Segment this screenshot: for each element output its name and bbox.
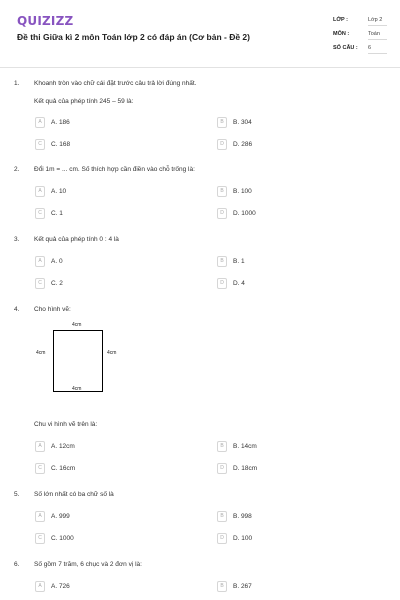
meta-question-count-label: SỐ CÂU : bbox=[333, 45, 358, 51]
option-letter-box: D bbox=[217, 139, 227, 150]
option-text: A. 10 bbox=[51, 188, 67, 195]
option-text: C. 2 bbox=[51, 280, 63, 287]
question-subtext: Kết quả của phép tính 245 – 59 là: bbox=[34, 98, 134, 105]
option-letter-box: B bbox=[217, 117, 227, 128]
meta-class-label: LỚP : bbox=[333, 17, 348, 23]
option-text: D. 4 bbox=[233, 280, 245, 287]
option-letter-box: B bbox=[217, 186, 227, 197]
option-letter-box: D bbox=[217, 208, 227, 219]
option-text: D. 1000 bbox=[233, 210, 256, 217]
question-text: Số lớn nhất có ba chữ số là bbox=[34, 491, 114, 498]
square-shape bbox=[53, 330, 103, 392]
option-text: C. 1000 bbox=[51, 535, 74, 542]
question-number: 2. bbox=[14, 166, 20, 173]
question-text: Kết quả của phép tính 0 : 4 là bbox=[34, 236, 119, 243]
meta-subject bbox=[333, 31, 387, 42]
option-letter-box: C bbox=[35, 139, 45, 150]
question-subtext: Chu vi hình vẽ trên là: bbox=[34, 421, 98, 428]
option-letter-box: D bbox=[217, 463, 227, 474]
meta-question-count-value: 6 bbox=[368, 45, 387, 54]
option-text: A. 999 bbox=[51, 513, 70, 520]
option-text: C. 1 bbox=[51, 210, 63, 217]
option-text: B. 100 bbox=[233, 188, 252, 195]
option-letter-box: B bbox=[217, 441, 227, 452]
question-text: Cho hình vẽ: bbox=[34, 306, 71, 313]
figure-label-right: 4cm bbox=[107, 350, 117, 356]
meta-subject-label: MÔN : bbox=[333, 31, 350, 37]
option-text: D. 18cm bbox=[233, 465, 258, 472]
option-text: B. 998 bbox=[233, 513, 252, 520]
meta-class-value: Lớp 2 bbox=[368, 17, 387, 26]
option-letter-box: A bbox=[35, 441, 45, 452]
option-letter-box: C bbox=[35, 278, 45, 289]
question-text: Số gồm 7 trăm, 6 chục và 2 đơn vị là: bbox=[34, 561, 142, 568]
option-text: D. 100 bbox=[233, 535, 253, 542]
option-letter-box: A bbox=[35, 186, 45, 197]
question-number: 4. bbox=[14, 306, 20, 313]
option-text: A. 12cm bbox=[51, 443, 75, 450]
option-text: D. 286 bbox=[233, 141, 253, 148]
option-letter-box: B bbox=[217, 256, 227, 267]
option-letter-box: C bbox=[35, 533, 45, 544]
figure-label-top: 4cm bbox=[72, 322, 82, 328]
question-number: 6. bbox=[14, 561, 20, 568]
option-text: B. 1 bbox=[233, 258, 245, 265]
question-text: Khoanh tròn vào chữ cái đặt trước câu trả lời đúng nhất. bbox=[34, 80, 197, 87]
option-letter-box: D bbox=[217, 278, 227, 289]
option-letter-box: B bbox=[217, 511, 227, 522]
page-header bbox=[0, 0, 400, 68]
figure-label-bottom: 4cm bbox=[72, 386, 82, 392]
question-number: 5. bbox=[14, 491, 20, 498]
option-letter-box: A bbox=[35, 581, 45, 592]
meta-question-count bbox=[333, 45, 387, 56]
quizizz-logo: QUIZIZZ bbox=[17, 14, 74, 28]
meta-class bbox=[333, 17, 387, 28]
option-letter-box: C bbox=[35, 208, 45, 219]
option-text: A. 186 bbox=[51, 119, 70, 126]
option-letter-box: B bbox=[217, 581, 227, 592]
square-figure bbox=[30, 318, 130, 398]
figure-label-left: 4cm bbox=[36, 350, 46, 356]
option-letter-box: C bbox=[35, 463, 45, 474]
option-text: C. 16cm bbox=[51, 465, 76, 472]
option-text: B. 304 bbox=[233, 119, 252, 126]
option-text: B. 267 bbox=[233, 583, 252, 590]
option-letter-box: A bbox=[35, 117, 45, 128]
question-number: 1. bbox=[14, 80, 20, 87]
option-letter-box: D bbox=[217, 533, 227, 544]
option-text: C. 168 bbox=[51, 141, 71, 148]
question-text: Đổi 1m = ... cm. Số thích hợp cần điền vào chỗ trống là: bbox=[34, 166, 195, 173]
option-text: A. 726 bbox=[51, 583, 70, 590]
option-letter-box: A bbox=[35, 256, 45, 267]
option-text: A. 0 bbox=[51, 258, 63, 265]
page-title: Đề thi Giữa kì 2 môn Toán lớp 2 có đáp án (Cơ bản - Đề 2) bbox=[17, 32, 250, 42]
meta-subject-value: Toán bbox=[368, 31, 387, 40]
option-letter-box: A bbox=[35, 511, 45, 522]
question-number: 3. bbox=[14, 236, 20, 243]
option-text: B. 14cm bbox=[233, 443, 257, 450]
